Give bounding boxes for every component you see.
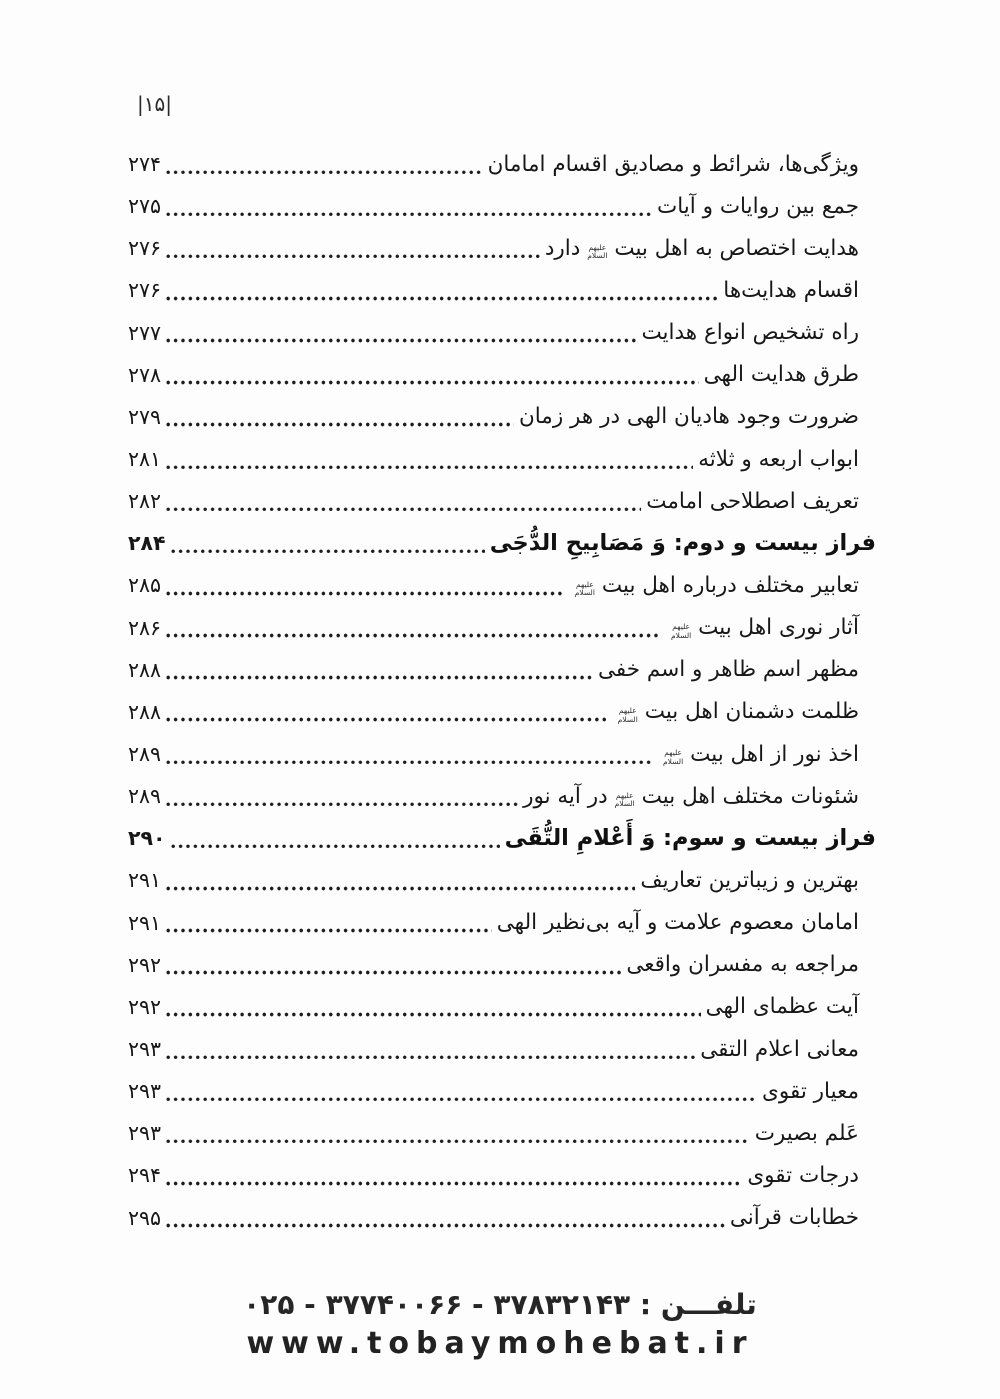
toc-row xyxy=(128,691,876,733)
toc-entry-title: ظلمت دشمنان اهل بیت xyxy=(644,699,859,725)
toc-row xyxy=(128,185,876,227)
toc-row xyxy=(128,649,876,691)
toc-entry-page: ۲۹۳ xyxy=(128,1121,162,1146)
toc-entry-title: هدایت اختصاص به اهل بیت xyxy=(614,235,859,261)
toc-entry-title: بهترین و زیباترین تعاریف xyxy=(640,867,859,893)
dot-leader xyxy=(166,422,514,427)
toc-row xyxy=(128,607,876,649)
toc-entry-title-cont: در آیه نور xyxy=(523,783,608,809)
dot-leader xyxy=(166,633,659,638)
dot-leader xyxy=(166,465,693,470)
toc-entry-title: درجات تقوی xyxy=(747,1162,859,1188)
toc-entry-page: ۲۹۲ xyxy=(128,994,162,1019)
dot-leader xyxy=(171,549,485,554)
toc-entry-title: ضرورت وجود هادیان الهی در هر زمان xyxy=(518,404,859,430)
toc-entry-page: ۲۹۴ xyxy=(128,1163,162,1188)
toc-entry-title: اخذ نور از اهل بیت xyxy=(690,741,859,767)
phone-line: تلفـــن : ۳۷۸۳۲۱۴۳ - ۳۷۷۴۰۰۶۶ - ۰۲۵ xyxy=(243,1288,757,1321)
toc-entry-title: امامان معصوم علامت و آیه بی‌نظیر الهی xyxy=(496,910,859,936)
toc-row xyxy=(128,944,876,986)
toc-entry-page: ۲۸۶ xyxy=(128,615,162,640)
toc-row xyxy=(128,902,876,944)
toc-row xyxy=(128,1197,876,1239)
toc-row xyxy=(128,564,876,606)
alayhim-assalam-seal-icon: علیهم السلام xyxy=(617,706,638,724)
toc-entry-title: خطابات قرآنی xyxy=(729,1205,859,1231)
toc-entry-page: ۲۷۹ xyxy=(128,404,162,429)
dot-leader xyxy=(166,296,718,301)
dot-leader xyxy=(166,1097,757,1102)
toc-entry-title: فراز بیست و سوم: وَ أَعْلامِ التُّقَی xyxy=(504,825,876,852)
alayhim-assalam-seal-icon: علیهم السلام xyxy=(574,579,595,598)
toc-entry-title: معیار تقوی xyxy=(762,1078,859,1104)
dot-leader xyxy=(166,675,593,680)
toc-entry-page: ۲۹۳ xyxy=(128,1079,162,1104)
dot-leader xyxy=(166,212,652,217)
toc-entry-page: ۲۷۸ xyxy=(128,362,162,387)
dot-leader xyxy=(166,1223,725,1228)
dot-leader xyxy=(166,591,563,596)
toc-row xyxy=(128,396,876,438)
toc-entry-title: تعابیر مختلف درباره اهل بیت xyxy=(601,572,859,598)
toc-entry-title: طرق هدایت الهی xyxy=(703,362,859,388)
toc-entry-page: ۲۹۱ xyxy=(128,910,162,935)
toc-entry-title: مراجعه به مفسران واقعی xyxy=(626,952,859,978)
toc-entry-page: ۲۸۱ xyxy=(128,447,162,472)
toc-entry-title: آیت عظمای الهی xyxy=(705,994,859,1020)
toc-row xyxy=(128,859,876,901)
toc-entry-page: ۲۷۷ xyxy=(128,320,162,345)
toc-row xyxy=(128,1028,876,1070)
footer xyxy=(0,1288,1000,1361)
toc-entry-page: ۲۹۵ xyxy=(128,1205,162,1230)
toc-entry-page: ۲۷۶ xyxy=(128,236,162,261)
dot-leader xyxy=(166,380,699,385)
alayhim-assalam-seal-icon: علیهم السلام xyxy=(614,790,635,809)
dot-leader xyxy=(166,254,540,259)
alayhim-assalam-seal-icon: علیهم السلام xyxy=(663,748,684,767)
toc-entry-page: ۲۹۲ xyxy=(128,952,162,977)
toc-row xyxy=(128,438,876,480)
dot-leader xyxy=(166,338,636,343)
dot-leader xyxy=(166,717,606,722)
toc-row xyxy=(128,269,876,311)
toc-row xyxy=(128,227,876,269)
toc-row xyxy=(128,1154,876,1196)
alayhim-assalam-seal-icon: علیهم السلام xyxy=(587,242,608,261)
toc-entry-title: راه تشخیص انواع هدایت xyxy=(641,320,859,346)
toc-row-main xyxy=(128,817,876,859)
toc-entry-title: شئونات مختلف اهل بیت xyxy=(641,783,859,809)
toc-entry-title: مظهر اسم ظاهر و اسم خفی xyxy=(597,657,859,683)
toc-row xyxy=(128,312,876,354)
dot-leader xyxy=(166,507,641,512)
toc-entry-page: ۲۹۰ xyxy=(128,826,166,851)
toc-entry-page: ۲۸۹ xyxy=(128,742,162,767)
toc-entry-title: آثار نوری اهل بیت xyxy=(698,615,859,641)
toc-list xyxy=(128,143,876,1239)
toc-entry-page: ۲۸۲ xyxy=(128,489,162,514)
toc-entry-title: اقسام هدایت‌ها xyxy=(723,277,859,303)
alayhim-assalam-seal-icon: علیهم السلام xyxy=(671,621,692,640)
dot-leader xyxy=(166,970,621,975)
dot-leader xyxy=(166,760,651,765)
toc-entry-page: ۲۸۸ xyxy=(128,657,162,682)
toc-entry-title: معانی اعلام التقی xyxy=(700,1036,859,1062)
folio-number: |۱۵| xyxy=(137,92,172,116)
toc-row xyxy=(128,775,876,817)
toc-entry-page: ۲۷۴ xyxy=(128,152,162,177)
toc-entry-title: ویژگی‌ها، شرائط و مصادیق اقسام امامان xyxy=(487,151,859,177)
dot-leader xyxy=(166,1012,701,1017)
dot-leader xyxy=(166,170,483,175)
toc-entry-page: ۲۹۳ xyxy=(128,1037,162,1062)
toc-entry-page: ۲۸۹ xyxy=(128,784,162,809)
toc-entry-page: ۲۸۵ xyxy=(128,573,162,598)
toc-entry-title: ابواب اربعه و ثلاثه xyxy=(698,446,859,472)
toc-entry-page: ۲۸۸ xyxy=(128,699,162,724)
dot-leader xyxy=(166,1139,750,1144)
toc-row xyxy=(128,733,876,775)
toc-entry-title: جمع بین روایات و آیات xyxy=(657,193,859,219)
dot-leader xyxy=(166,928,492,933)
toc-entry-page: ۲۷۶ xyxy=(128,278,162,303)
toc-row xyxy=(128,986,876,1028)
dot-leader xyxy=(166,1181,742,1186)
toc-row xyxy=(128,1112,876,1154)
toc-entry-page: ۲۹۱ xyxy=(128,868,162,893)
toc-row-main xyxy=(128,522,876,564)
toc-entry-page: ۲۸۴ xyxy=(128,531,166,556)
toc-entry-title-cont: دارد xyxy=(544,235,581,261)
dot-leader xyxy=(166,1055,695,1060)
toc-entry-title: فراز بیست و دوم: وَ مَصَابِیحِ الدُّجَی xyxy=(489,530,876,557)
toc-entry-title: تعریف اصطلاحی امامت xyxy=(646,488,859,514)
website-text: www.tobaymohebat.ir xyxy=(246,1326,754,1361)
toc-row xyxy=(128,480,876,522)
toc-row xyxy=(128,354,876,396)
toc-entry-page: ۲۷۵ xyxy=(128,194,162,219)
toc-entry-title: عَلم بصیرت xyxy=(754,1120,859,1146)
dot-leader xyxy=(166,886,635,891)
dot-leader xyxy=(171,844,500,849)
toc-row xyxy=(128,143,876,185)
toc-row xyxy=(128,1070,876,1112)
dot-leader xyxy=(166,802,518,807)
